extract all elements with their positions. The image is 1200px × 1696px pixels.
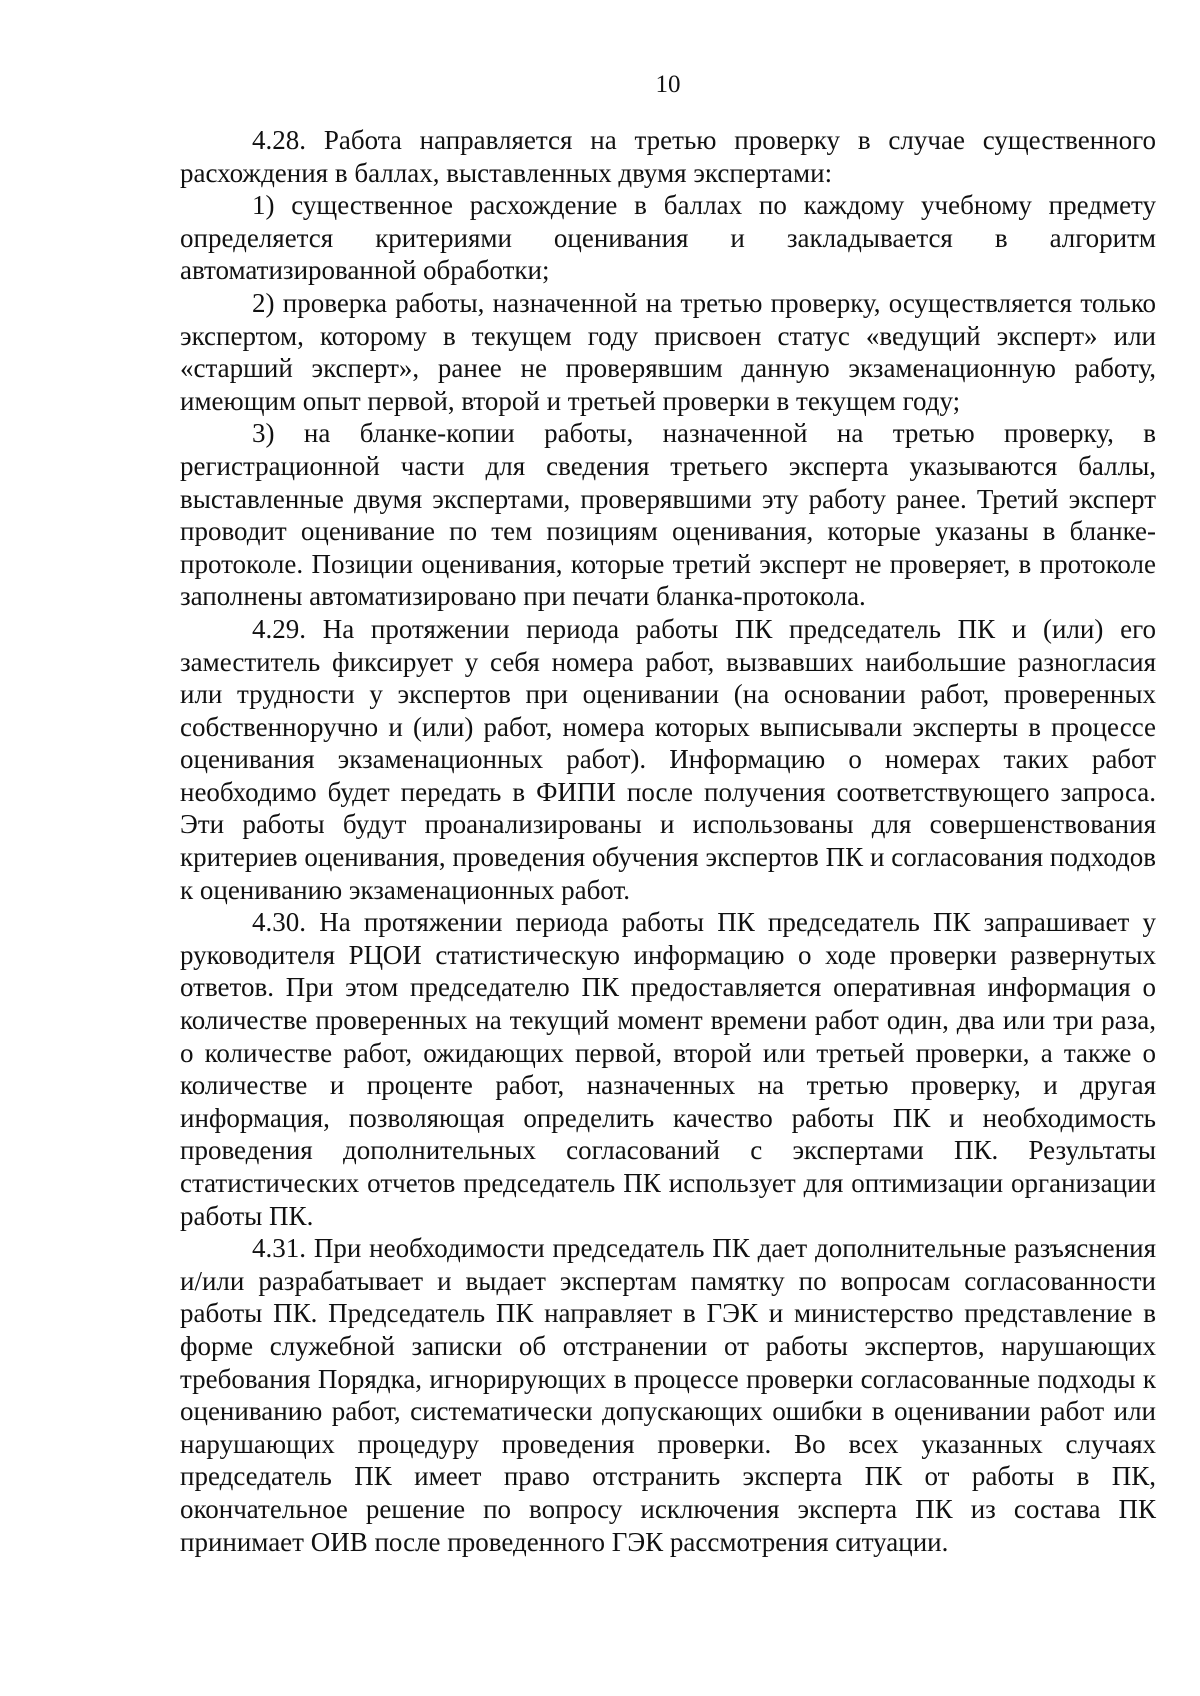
document-page (180, 70, 1156, 1558)
paragraph-4-31: 4.31. При необходимости председатель ПК дает дополнительные разъяснения и/или разрабатывает и выдает экспертам памятку по вопросам согласованности работы ПК. Председатель ПК направляет в ГЭК и министерство представление в форме служебной записки об отстранении от работы экспертов, нарушающих требования Порядка, игнорирующих в процессе проверки согласованные подходы к оцениванию работ, систематически допускающих ошибки в оценивании работ или нарушающих процедуру проведения проверки. Во всех указанных случаях председатель ПК имеет право отстранить эксперта ПК от работы в ПК, окончательное решение по вопросу исключения эксперта ПК из состава ПК принимает ОИВ после проведенного ГЭК рассмотрения ситуации. (180, 1233, 1156, 1557)
paragraph-4-28: 4.28. Работа направляется на третью проверку в случае существенного расхождения в баллах, выставленных двумя экспертами: (180, 125, 1156, 188)
page-number: 10 (655, 71, 681, 98)
paragraph-4-28-item-1: 1) существенное расхождение в баллах по каждому учебному предмету определяется критериями оценивания и закладывается в алгоритм автоматизированной обработки; (180, 190, 1156, 286)
paragraph-4-28-item-2: 2) проверка работы, назначенной на третью проверку, осуществляется только экспертом, которому в текущем году присвоен статус «ведущий эксперт» или «старший эксперт», ранее не проверявшим данную экзаменационную работу, имеющим опыт первой, второй и третьей проверки в текущем году; (180, 287, 1156, 416)
paragraph-4-30: 4.30. На протяжении периода работы ПК председатель ПК запрашивает у руководителя РЦОИ статистическую информацию о ходе проверки развернутых ответов. При этом председателю ПК предоставляется оперативная информация о количестве проверенных на текущий момент времени работ один, два или три раза, о количестве работ, ожидающих первой, второй или третьей проверки, а также о количестве и проценте работ, назначенных на третью проверку, и другая информация, позволяющая определить качество работы ПК и необходимость проведения дополнительных согласований с экспертами ПК. Результаты статистических отчетов председатель ПК использует для оптимизации организации работы ПК. (180, 907, 1156, 1231)
paragraph-4-29: 4.29. На протяжении периода работы ПК председатель ПК и (или) его заместитель фиксирует у себя номера работ, вызвавших наибольшие разногласия или трудности у экспертов при оценивании (на основании работ, проверенных собственноручно и (или) работ, номера которых выписывали эксперты в процессе оценивания экзаменационных работ). Информацию о номерах таких работ необходимо будет передать в ФИПИ после получения соответствующего запроса. Эти работы будут проанализированы и использованы для совершенствования критериев оценивания, проведения обучения экспертов ПК и согласования подходов к оцениванию экзаменационных работ. (180, 613, 1156, 905)
paragraph-4-28-item-3: 3) на бланке-копии работы, назначенной на третью проверку, в регистрационной части для сведения третьего эксперта указываются баллы, выставленные двумя экспертами, проверявшими эту работу ранее. Третий эксперт проводит оценивание по тем позициям оценивания, которые указаны в бланке-протоколе. Позиции оценивания, которые третий эксперт не проверяет, в протоколе заполнены автоматизировано при печати бланка-протокола. (180, 418, 1156, 612)
